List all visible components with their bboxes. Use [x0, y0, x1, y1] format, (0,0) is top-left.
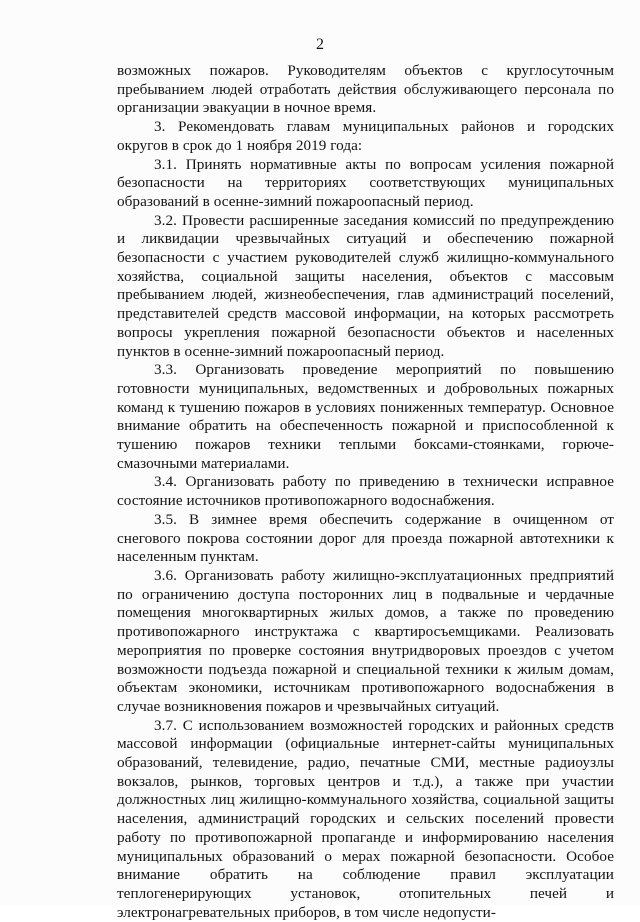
paragraph-item-3-4: 3.4. Организовать работу по приведению в технически исправное состояние источников противопожарного водоснабжения.: [117, 473, 614, 510]
page-number: 2: [316, 36, 324, 53]
paragraph-item-3: 3. Рекомендовать главам муниципальных районов и городских округов в срок до 1 ноября 2019 года:: [117, 118, 614, 154]
paragraph-item-3-2: 3.2. Провести расширенные заседания комиссий по предупреждению и ликвидации чрезвычайных ситуаций и обеспечению пожарной безопасности с участием руководителей служб жилищно-коммунального хозяйства, социальной защиты населения, объектов с массовым пребыванием людей, жизнеобеспечения, глав администраций поселений, представителей средств массовой информации, на которых рассмотреть вопросы укрепления пожарной безопасности объектов и населенных пунктов в осенне-зимний пожароопасный период.: [117, 211, 614, 360]
document-body: [117, 62, 614, 922]
paragraph-item-3-6: 3.6. Организовать работу жилищно-эксплуатационных предприятий по ограничению доступа посторонних лиц в подвальные и чердачные помещения многоквартирных жилых домов, а также по проведению противопожарного инструктажа с квартиросъемщиками. Реализовать мероприятия по проверке состояния внутридворовых проездов с учетом возможности подъезда пожарной и специальной техники к жилым домам, объектам экономики, источникам противопожарного водоснабжения в случае возникновения пожаров и чрезвычайных ситуаций.: [117, 566, 614, 715]
paragraph-item-3-3: 3.3. Организовать проведение мероприятий по повышению готовности муниципальных, ведомственных и добровольных пожарных команд к тушению пожаров в условиях пониженных температур. Основное внимание обратить на обеспеченность пожарной и приспособленной к тушению пожаров техники теплыми боксами-стоянками, горюче-смазочными материалами.: [117, 361, 614, 472]
paragraph-item-3-1: 3.1. Принять нормативные акты по вопросам усиления пожарной безопасности на территориях соответствующих муниципальных образований в осенне-зимний пожароопасный период.: [117, 155, 614, 210]
paragraph-continuation: возможных пожаров. Руководителям объектов с круглосуточным пребыванием людей отработать действия обслуживающего персонала по организации эвакуации в ночное время.: [117, 62, 614, 117]
paragraph-item-3-5: 3.5. В зимнее время обеспечить содержание в очищенном от снегового покрова состоянии дорог для проезда пожарной автотехники к населенным пунктам.: [117, 510, 614, 566]
paragraph-item-3-7: 3.7. С использованием возможностей городских и районных средств массовой информации (официальные интернет-сайты муниципальных образований, телевидение, радио, печатные СМИ, местные радиоузлы вокзалов, рынков, торговых центров и т.д.), а также при участии должностных лиц жилищно-коммунального хозяйства, социальной защиты населения, администраций городских и сельских поселений провести работу по противопожарной пропаганде и информированию населения муниципальных образований о мерах пожарной безопасности. Особое внимание обратить на соблюдение правил эксплуатации теплогенерирующих установок, отопительных печей и электронагревательных приборов, в том числе недопусти-: [117, 716, 614, 921]
